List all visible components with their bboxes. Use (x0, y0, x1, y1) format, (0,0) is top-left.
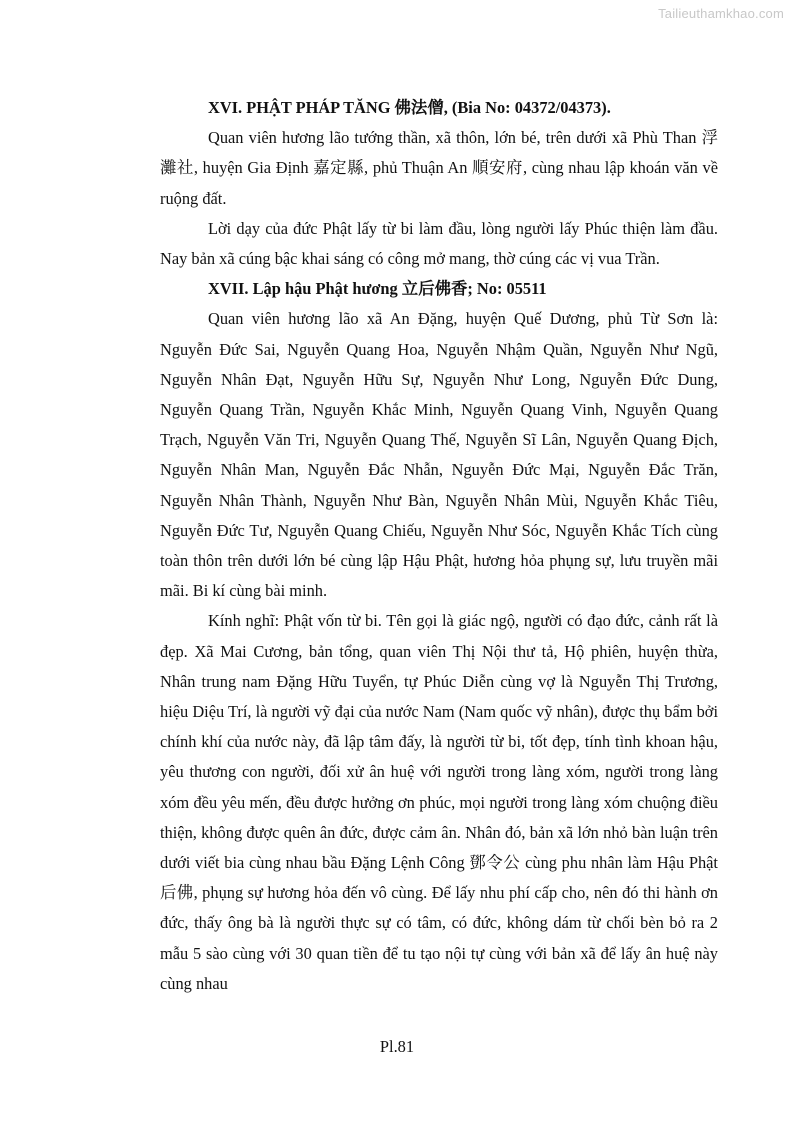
section-heading-xvii: XVII. Lập hậu Phật hương 立后佛香; No: 05511 (208, 279, 547, 299)
paragraph: Quan viên hương lão xã An Đặng, huyện Quế Dương, phủ Từ Sơn là: Nguyễn Đức Sai, Nguyễn Quang Hoa, Nguyễn Nhậm Quần, Nguyễn Như Ngũ, Nguyễn Nhân Đạt, Nguyễn Hữu Sự, Nguyễn Như Long, Nguyễn Đức Dung, Nguyễn Quang Trần, Nguyễn Khắc Minh, Nguyễn Quang Vinh, Nguyễn Quang Trạch, Nguyễn Văn Tri, Nguyễn Quang Thế, Nguyễn Sĩ Lân, Nguyễn Quang Địch, Nguyễn Nhân Man, Nguyễn Đắc Nhẫn, Nguyễn Đức Mại, Nguyễn Đắc Trăn, Nguyễn Nhân Thành, Nguyễn Như Bàn, Nguyễn Nhân Mùi, Nguyễn Khắc Tiêu, Nguyễn Đức Tư, Nguyễn Quang Chiếu, Nguyễn Như Sóc, Nguyễn Khắc Tích cùng toàn thôn trên dưới lớn bé cùng lập Hậu Phật, hương hỏa phụng sự, lưu truyền mãi mãi. Bi kí cùng bài minh. (160, 309, 718, 601)
watermark: Tailieuthamkhao.com (658, 6, 784, 21)
paragraph: Lời dạy của đức Phật lấy từ bi làm đầu, lòng người lấy Phúc thiện làm đầu. Nay bản xã cúng bậc khai sáng có công mở mang, thờ cúng các vị vua Trần. (160, 218, 718, 269)
paragraph: Quan viên hương lão tướng thần, xã thôn, lớn bé, trên dưới xã Phù Than 浮灘社, huyện Gia Định 嘉定縣, phủ Thuận An 順安府, cùng nhau lập khoán văn về ruộng đất. (160, 128, 718, 208)
document-page (160, 93, 718, 999)
paragraph: Kính nghĩ: Phật vốn từ bi. Tên gọi là giác ngộ, người có đạo đức, cảnh rất là đẹp. Xã Mai Cương, bản tổng, quan viên Thị Nội thư tả, Hộ phiên, huyện thừa, Nhân trung nam Đặng Hữu Tuyển, tự Phúc Diễn cùng vợ là Nguyễn Thị Trương, hiệu Diệu Trí, là người vỹ đại của nước Nam (Nam quốc vỹ nhân), được thụ bẩm bởi chính khí của nước này, đã lập tâm đấy, là người từ bi, tốt đẹp, tính tình khoan hậu, yêu thương con người, đối xử ân huệ với người trong làng xóm, người trong làng xóm đều yêu mến, đều được hưởng ơn phúc, mọi người trong làng xóm chuộng điều thiện, không được quên ân đức, được cảm ân. Nhân đó, bản xã lớn nhỏ bàn luận trên dưới viết bia cùng nhau bầu Đặng Lệnh Công 鄧令公 cùng phu nhân làm Hậu Phật 后佛, phụng sự hương hỏa đến vô cùng. Để lấy nhu phí cấp cho, nên đó thi hành ơn đức, thấy ông bà là người thực sự có tâm, có đức, không dám từ chối bèn bỏ ra 2 mẫu 5 sào cùng với 30 quan tiền để tu tạo nội tự cùng với bản xã để lấy ân huệ này cùng nhau (160, 611, 718, 993)
page-number: Pl.81 (379, 1037, 415, 1056)
section-heading-xvi: XVI. PHẬT PHÁP TĂNG 佛法僧, (Bia No: 04372/04373). (208, 98, 611, 117)
